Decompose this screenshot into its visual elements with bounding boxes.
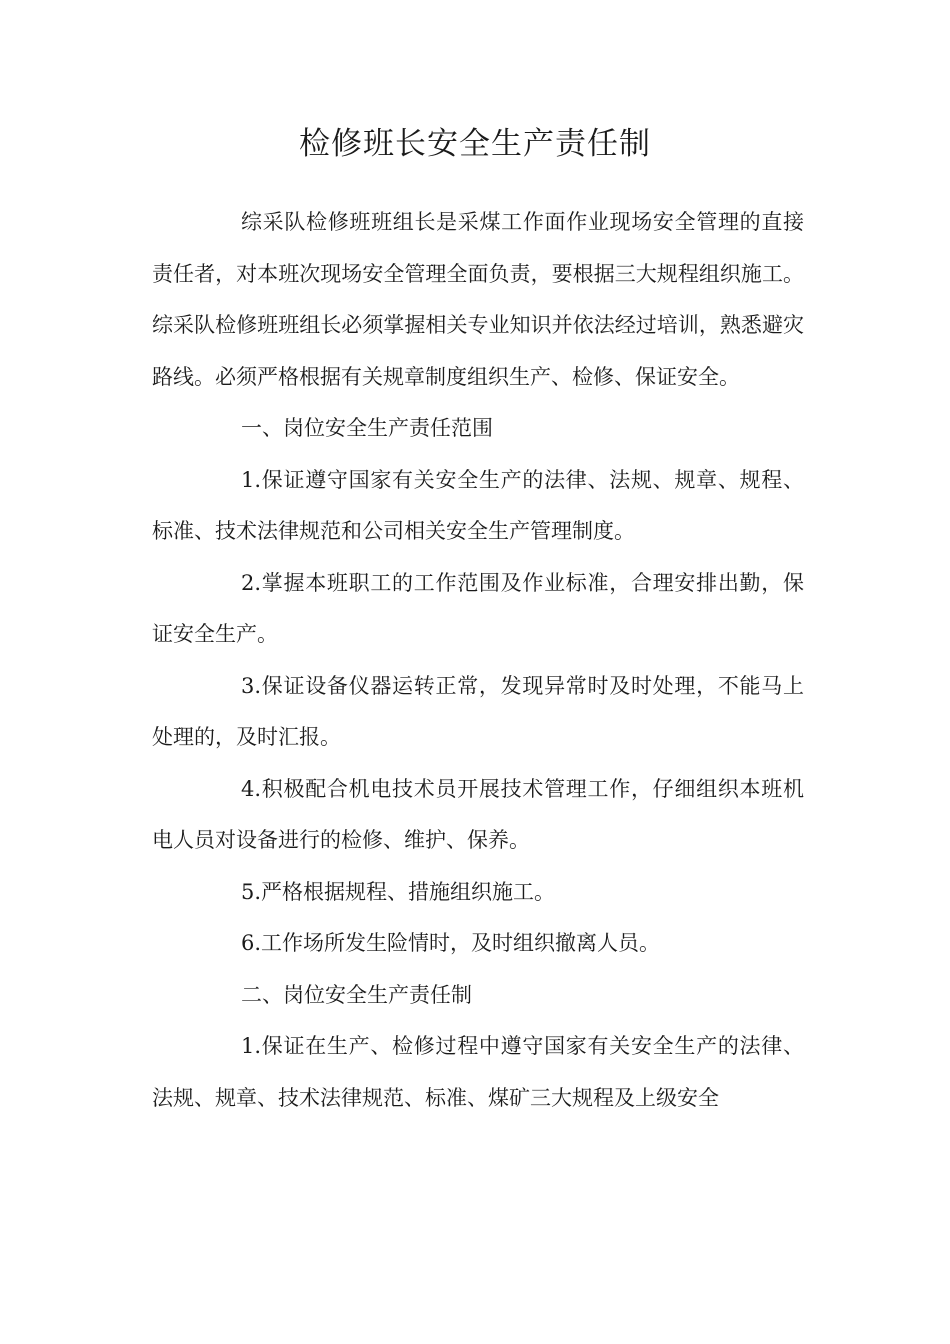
section-1-item-1: 1.保证遵守国家有关安全生产的法律、法规、规章、规程、标准、技术法律规范和公司相关安全生产管理制度。 xyxy=(152,467,804,543)
intro-paragraph: 综采队检修班班组长是采煤工作面作业现场安全管理的直接责任者，对本班次现场安全管理全面负责，要根据三大规程组织施工。综采队检修班班组长必须掌握相关专业知识并依法经过培训，熟悉避灾路线。必须严格根据有关规章制度组织生产、检修、保证安全。 xyxy=(152,210,804,389)
section-1-item-5: 5.严格根据规程、措施组织施工。 xyxy=(241,879,556,904)
section-2-item-1: 1.保证在生产、检修过程中遵守国家有关安全生产的法律、法规、规章、技术法律规范、标准、煤矿三大规程及上级安全 xyxy=(152,1034,804,1110)
section-1-item-2: 2.掌握本班职工的工作范围及作业标准，合理安排出勤，保证安全生产。 xyxy=(152,570,804,646)
document-body xyxy=(152,197,804,1124)
section-heading-1: 一、岗位安全生产责任范围 xyxy=(241,416,493,440)
section-1-item-6: 6.工作场所发生险情时，及时组织撤离人员。 xyxy=(241,931,661,955)
section-heading-2: 二、岗位安全生产责任制 xyxy=(241,982,472,1007)
document-title: 检修班长安全生产责任制 xyxy=(299,126,651,162)
section-1-item-3: 3.保证设备仪器运转正常，发现异常时及时处理，不能马上处理的，及时汇报。 xyxy=(152,673,804,749)
section-1-item-4: 4.积极配合机电技术员开展技术管理工作，仔细组织本班机电人员对设备进行的检修、维护、保养。 xyxy=(152,776,804,852)
